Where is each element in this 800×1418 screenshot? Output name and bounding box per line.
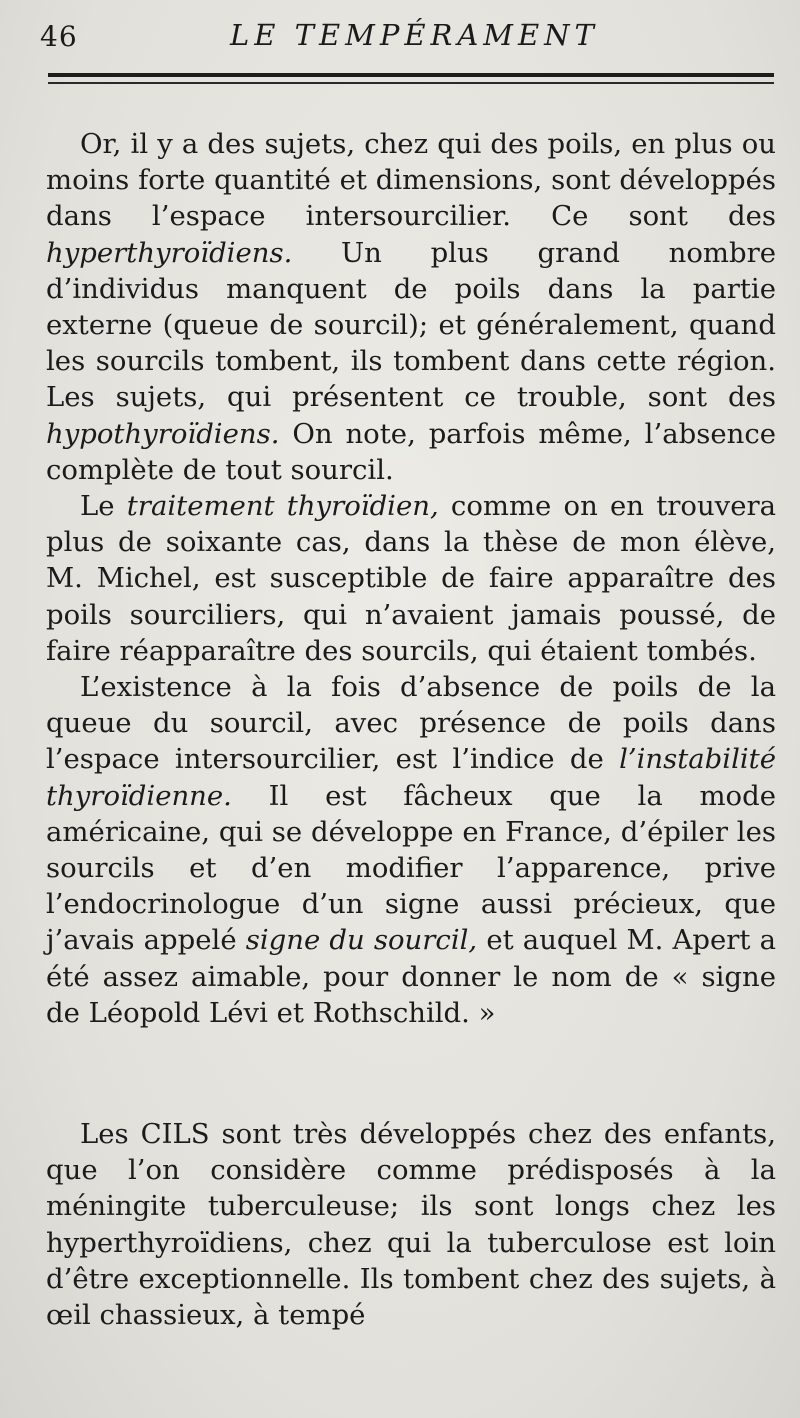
italic-text: hyperthyroïdiens. [46, 236, 293, 269]
paragraph [46, 126, 776, 488]
italic-text: l’instabilité thyroïdienne. [46, 743, 776, 812]
text-run: On note, parfois même, l’absence complète de tout sourcil. [46, 417, 776, 486]
text-run: Il est fâcheux que la mode américaine, qui se développe en France, d’épiler les sourcils et d’en modifier l’apparence, prive l’endocrinologue d’un signe aussi précieux, que j’avais appelé [46, 779, 776, 957]
text-run: Les CILS sont très développés chez des enfants, que l’on considère comme prédisposés à la méningite tuberculeuse; ils sont longs chez les hyperthyroïdiens, chez qui la tuberculose est loin d’être exceptionnelle. Ils tombent chez des sujets, à œil chassieux, à tempé [46, 1118, 776, 1332]
text-run: L’existence à la fois d’absence de poils de la queue du sourcil, avec présence de poils dans l’espace intersourcilier, est l’indice de [46, 671, 776, 776]
text-run: Un plus grand nombre d’individus manquent de poils dans la partie externe (queue de sourcil); et généralement, quand les sourcils tombent, ils tombent dans cette région. Les sujets, qui présentent ce trouble, sont des [46, 236, 776, 414]
header-rule-thick [48, 73, 774, 77]
header-rule-thin [48, 82, 774, 84]
running-head [40, 18, 776, 58]
body-text [46, 126, 776, 1333]
paragraph [46, 1116, 776, 1333]
italic-text: traitement thyroïdien, [126, 490, 439, 523]
italic-text: hypothyroïdiens. [46, 417, 280, 450]
running-title: LE TEMPÉRAMENT [230, 18, 599, 52]
page-number: 46 [40, 20, 78, 53]
text-run: Le [80, 490, 127, 523]
text-run: et auquel M. Apert a été assez aimable, pour donner le nom de « signe de Léopold Lévi et Rothschild. » [46, 924, 776, 1029]
paragraph [46, 488, 776, 669]
text-run: Or, il y a des sujets, chez qui des poils, en plus ou moins forte quantité et dimensions, sont développés dans l’espace intersourcilier. Ce sont des [46, 128, 776, 233]
paragraph [46, 669, 776, 1031]
italic-text: signe du sourcil, [245, 924, 478, 957]
text-run: comme on en trouvera plus de soixante cas, dans la thèse de mon élève, M. Michel, est susceptible de faire apparaître des poils sourciliers, qui n’avaient jamais poussé, de faire réapparaître des sourcils, qui étaient tombés. [46, 490, 777, 667]
